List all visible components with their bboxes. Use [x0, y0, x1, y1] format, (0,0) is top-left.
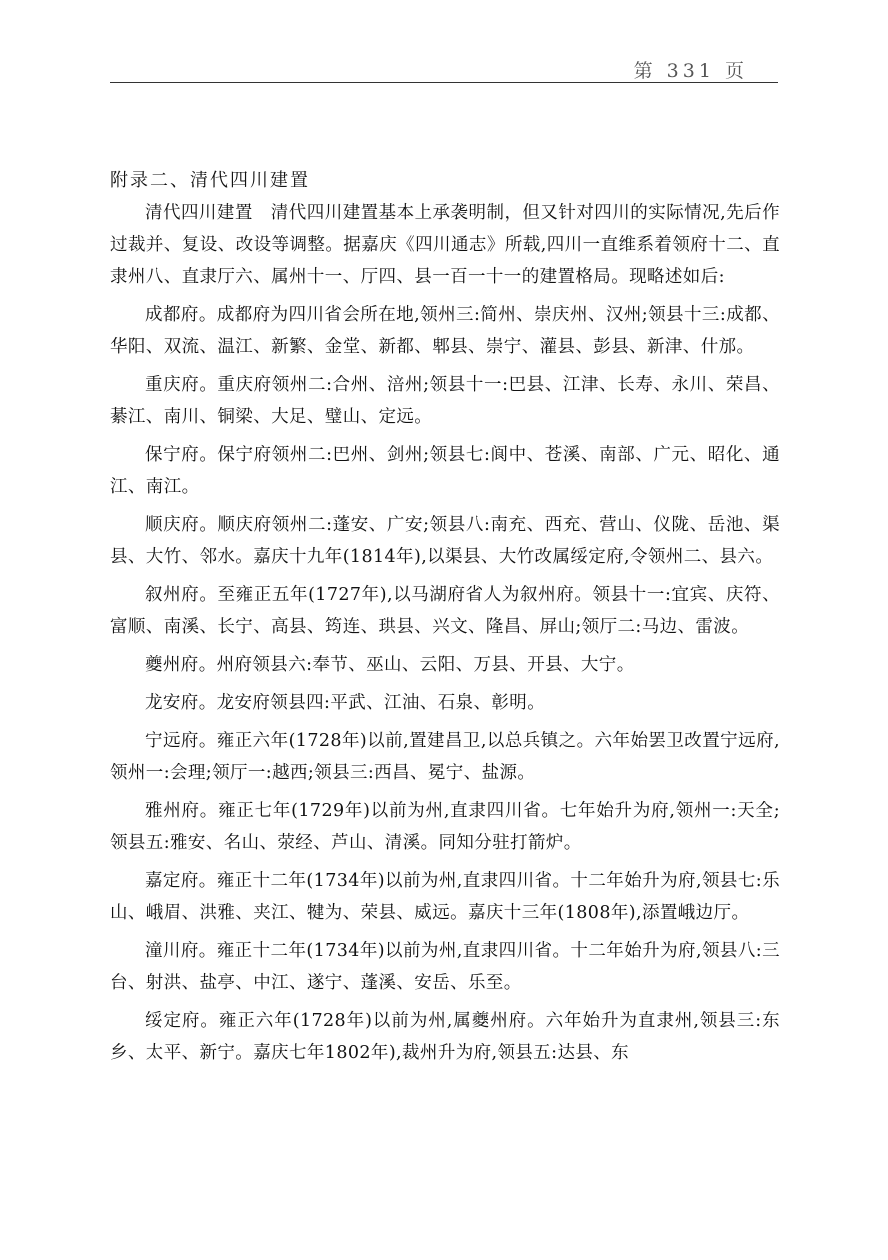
paragraph-xuzhou: 叙州府。至雍正五年(1727年),以马湖府省人为叙州府。领县十一:宜宾、庆符、富顺、南溪、长宁、高县、筠连、珙县、兴文、隆昌、屏山;领厅二:马边、雷波。 [110, 585, 780, 637]
paragraph-longan: 龙安府。龙安府领县四:平武、江油、石泉、彰明。 [145, 693, 546, 713]
paragraph-shunqing: 顺庆府。顺庆府领州二:蓬安、广安;领县八:南充、西充、营山、仪陇、岳池、渠县、大竹、邻水。嘉庆十九年(1814年),以渠县、大竹改属绥定府,令领州二、县六。 [110, 515, 780, 567]
paragraph-tongchuan: 潼川府。雍正十二年(1734年)以前为州,直隶四川省。十二年始升为府,领县八:三台、射洪、盐亭、中江、遂宁、蓬溪、安岳、乐至。 [110, 941, 780, 993]
paragraph-ningyuan: 宁远府。雍正六年(1728年)以前,置建昌卫,以总兵镇之。六年始罢卫改置宁远府,领州一:会理;领厅一:越西;领县三:西昌、冕宁、盐源。 [110, 731, 780, 783]
header-rule [110, 82, 778, 83]
document-body [110, 165, 780, 1075]
paragraph-chongqing: 重庆府。重庆府领州二:合州、涪州;领县十一:巴县、江津、长寿、永川、荣昌、綦江、南川、铜梁、大足、璧山、定远。 [110, 375, 780, 427]
page-header [110, 52, 778, 82]
paragraph-jiading: 嘉定府。雍正十二年(1734年)以前为州,直隶四川省。十二年始升为府,领县七:乐山、峨眉、洪雅、夹江、犍为、荣县、威远。嘉庆十三年(1808年),添置峨边厅。 [110, 871, 780, 923]
paragraph-chengdu: 成都府。成都府为四川省会所在地,领州三:简州、崇庆州、汉州;领县十三:成都、华阳、双流、温江、新繁、金堂、新都、郫县、崇宁、灌县、彭县、新津、什邡。 [110, 305, 780, 357]
paragraph-intro: 清代四川建置 清代四川建置基本上承袭明制，但又针对四川的实际情况,先后作过裁并、复设、改设等调整。据嘉庆《四川通志》所载,四川一直维系着领府十二、直隶州八、直隶厅六、属州十一、厅四、县一百一十一的建置格局。现略述如后: [110, 203, 780, 287]
paragraph-yazhou: 雅州府。雍正七年(1729年)以前为州,直隶四川省。七年始升为府,领州一:天全;领县五:雅安、名山、荥经、芦山、清溪。同知分驻打箭炉。 [110, 801, 780, 853]
paragraph-suiding: 绥定府。雍正六年(1728年)以前为州,属夔州府。六年始升为直隶州,领县三:东乡、太平、新宁。嘉庆七年1802年),裁州升为府,领县五:达县、东 [110, 1011, 780, 1063]
page-number: 第 331 页 [633, 60, 748, 82]
paragraph-baoning: 保宁府。保宁府领州二:巴州、剑州;领县七:阆中、苍溪、南部、广元、昭化、通江、南江。 [110, 445, 780, 497]
section-title: 附录二、清代四川建置 [110, 170, 310, 191]
paragraph-kuizhou: 夔州府。州府领县六:奉节、巫山、云阳、万县、开县、大宁。 [145, 655, 635, 675]
